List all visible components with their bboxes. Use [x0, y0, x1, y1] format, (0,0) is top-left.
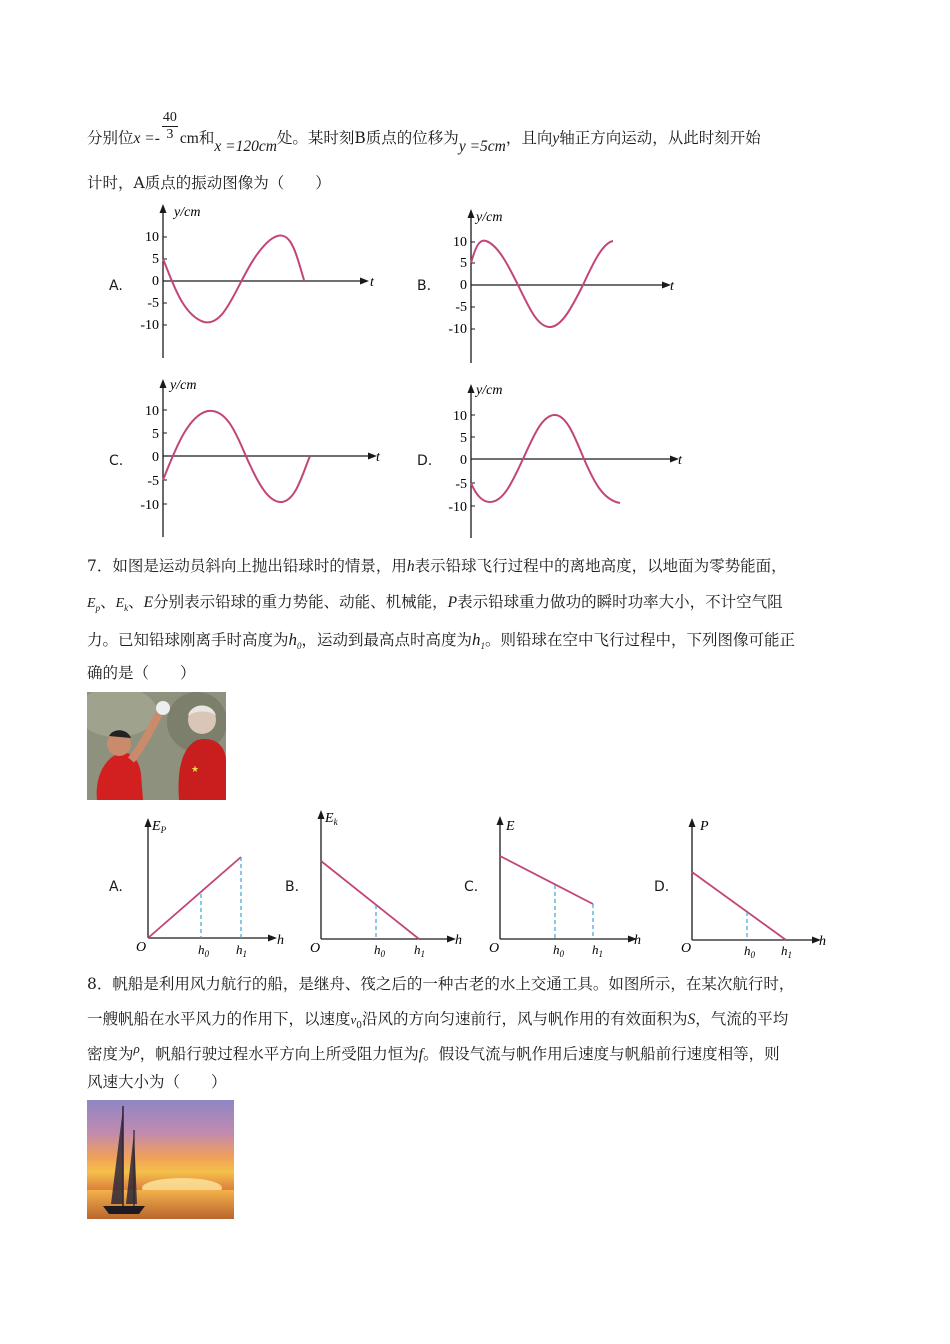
q7-graph-ek — [305, 804, 470, 960]
q7-text: 。则铅球在空中飞行过程中，下列图像可能正 — [485, 631, 796, 649]
q7-line3 — [87, 630, 795, 656]
svg-text:★: ★ — [191, 764, 200, 774]
tick-label: -5 — [147, 296, 159, 311]
h1-sub: 1 — [787, 950, 792, 960]
q8-s: S — [687, 1011, 696, 1028]
q6-graph-b — [438, 205, 698, 365]
fraction-den: 3 — [166, 126, 174, 142]
p-line — [692, 872, 786, 940]
origin-label: O — [310, 941, 321, 956]
q7-ek: E — [115, 596, 125, 611]
y-axis-label: y/cm — [476, 210, 503, 225]
h0-sub: 0 — [204, 949, 209, 959]
q7-e: E — [143, 594, 154, 611]
t-axis-label: t — [670, 279, 674, 294]
tick-label: -10 — [140, 498, 159, 513]
q8-f: f — [418, 1046, 424, 1063]
q6-text: 轴正方向运动，从此时刻开始 — [559, 129, 761, 147]
tick-label: 10 — [145, 230, 159, 245]
q8-line4: 风速大小为（ ） — [87, 1073, 227, 1091]
tick-label: -5 — [455, 300, 467, 315]
q7-ep-sub: p — [95, 603, 101, 614]
h0-sub: 0 — [559, 949, 564, 959]
q7-ep: E — [87, 596, 96, 611]
fraction-num: 40 — [162, 109, 177, 125]
h1-var: h — [236, 942, 243, 957]
q7-text: 7．如图是运动员斜向上抛出铅球时的情景，用 — [87, 557, 407, 575]
tick-label: 0 — [152, 450, 159, 465]
q7-h1: h — [472, 630, 481, 649]
q7-text: 分别表示铅球的重力势能、动能、机械能， — [153, 593, 448, 611]
h0-sub: 0 — [750, 950, 755, 960]
q8-v0-sub: 0 — [356, 1021, 363, 1032]
q7-sep: 、 — [128, 593, 144, 611]
q7-option-d: D. — [654, 879, 670, 895]
y-axis-label — [151, 819, 167, 835]
q7-line4: 确的是（ ） — [87, 664, 196, 682]
q6-option-d: D. — [417, 453, 433, 469]
shot-put-illustration — [87, 692, 226, 800]
q8-rho: ρ — [133, 1041, 140, 1056]
q6-unit: cm — [179, 130, 199, 147]
tick-label: 10 — [453, 409, 467, 424]
h1-var: h — [592, 942, 599, 957]
q8-text: 沿风的方向匀速前行，风与帆作用的有效面积为 — [362, 1010, 688, 1028]
q6-line1 — [87, 109, 761, 155]
y-var: E — [152, 819, 161, 834]
q7-text: 力。已知铅球刚离手时高度为 — [87, 631, 289, 649]
h0-var: h — [374, 942, 381, 957]
h1-sub: 1 — [598, 949, 603, 959]
q7-h0: h — [288, 630, 298, 649]
h1-sub: 1 — [242, 949, 247, 959]
h1-var: h — [414, 942, 421, 957]
y-axis-label — [699, 819, 709, 834]
tick-label: 0 — [460, 278, 467, 293]
q6-y: y — [552, 130, 560, 147]
q6-option-c: C. — [109, 453, 124, 469]
q8-v0: v — [350, 1012, 357, 1027]
q7-h: h — [406, 558, 415, 575]
y-axis-label — [324, 811, 339, 827]
ek-line — [321, 861, 419, 939]
sailboat-photo — [87, 1100, 234, 1219]
q8-text: 密度为 — [87, 1045, 134, 1063]
tick-label: -10 — [448, 500, 467, 515]
q6-option-a: A. — [109, 278, 123, 294]
q6-graph-c — [130, 375, 390, 540]
t-axis-label: t — [678, 453, 682, 468]
q6-x2: x =120cm — [214, 138, 277, 155]
h0-label — [553, 942, 565, 959]
tick-label: -5 — [455, 477, 467, 492]
tick-label: 10 — [145, 404, 159, 419]
q7-text: 表示铅球飞行过程中的离地高度，以地面为零势能面， — [414, 557, 787, 575]
q7-graph-ep — [132, 812, 292, 960]
tick-label: -5 — [147, 474, 159, 489]
q6-y5: y =5cm — [458, 138, 506, 155]
q8-text: 。假设气流与帆作用后速度与帆船前行速度相等，则 — [423, 1045, 780, 1063]
ep-line — [148, 857, 241, 938]
q7-line1 — [87, 556, 787, 577]
shot-put-photo — [87, 692, 226, 800]
q7-line2 — [87, 592, 783, 618]
wave-curve — [471, 241, 613, 327]
fraction — [162, 110, 178, 143]
y-axis-label: y/cm — [174, 205, 201, 220]
h0-var: h — [553, 942, 560, 957]
q8-line1: 8．帆船是利用风力航行的船，是继舟、筏之后的一种古老的水上交通工具。如图所示，在某次航行时， — [87, 975, 795, 993]
h1-var: h — [781, 943, 788, 958]
q6-option-b: B. — [417, 278, 432, 294]
origin-label: O — [681, 941, 692, 956]
q7-h0-sub: 0 — [297, 641, 302, 652]
h-axis-label: h — [634, 933, 641, 948]
q7-p: P — [447, 594, 458, 611]
h-axis-label: h — [277, 933, 284, 948]
h-axis-label: h — [455, 933, 462, 948]
sailboat-illustration — [87, 1100, 234, 1219]
tick-label: -10 — [140, 318, 159, 333]
tick-label: -10 — [448, 322, 467, 337]
y-axis-label — [505, 819, 515, 834]
h1-label — [781, 943, 792, 960]
q6-graph-a — [130, 200, 390, 360]
q6-text: ，且向 — [505, 129, 553, 147]
tick-label: 5 — [152, 427, 159, 442]
h-axis-label: h — [819, 934, 826, 949]
q7-text: 表示铅球重力做功的瞬时功率大小，不计空气阻 — [457, 593, 783, 611]
tick-label: 0 — [152, 274, 159, 289]
h0-var: h — [198, 942, 205, 957]
t-axis-label: t — [376, 450, 380, 465]
h0-sub: 0 — [380, 949, 385, 959]
tick-label: 5 — [460, 256, 467, 271]
origin-label: O — [489, 941, 500, 956]
h1-label — [414, 942, 425, 959]
tick-label: 5 — [152, 252, 159, 267]
q7-option-a: A. — [109, 879, 123, 895]
y-sub: k — [333, 817, 338, 827]
e-line — [500, 856, 593, 904]
y-axis-label: y/cm — [476, 383, 503, 398]
q7-graph-p — [676, 812, 841, 960]
h1-label — [236, 942, 247, 959]
q7-ek-sub: k — [124, 603, 129, 614]
q8-text: ，帆船行驶过程水平方向上所受阻力恒为 — [139, 1045, 419, 1063]
q8-text: ，气流的平均 — [695, 1010, 789, 1028]
q7-graph-e — [484, 810, 649, 960]
wave-curve — [163, 236, 304, 323]
h0-label — [198, 942, 210, 959]
y-var: E — [325, 811, 334, 826]
q6-text: 分别位 — [87, 129, 134, 147]
h1-sub: 1 — [420, 949, 425, 959]
h0-label — [744, 943, 756, 960]
q7-option-b: B. — [285, 879, 300, 895]
q6-text: 处。某时刻B质点的位移为 — [276, 129, 459, 147]
q6-line2: 计时，A质点的振动图像为（ ） — [87, 174, 331, 192]
y-var: P — [700, 819, 709, 834]
q6-x-eq: x =- — [133, 130, 160, 147]
tick-label: 0 — [460, 453, 467, 468]
q8-text: 一艘帆船在水平风力的作用下，以速度 — [87, 1010, 351, 1028]
t-axis-label: t — [370, 275, 374, 290]
h0-label — [374, 942, 386, 959]
tick-label: 5 — [460, 431, 467, 446]
origin-label: O — [136, 940, 147, 955]
tick-label: 10 — [453, 235, 467, 250]
y-var: E — [506, 819, 515, 834]
h1-label — [592, 942, 603, 959]
q8-line2 — [87, 1009, 788, 1036]
q7-text: ，运动到最高点时高度为 — [301, 631, 473, 649]
q7-option-c: C. — [464, 879, 479, 895]
q7-sep: 、 — [100, 593, 116, 611]
y-axis-label: y/cm — [170, 378, 197, 393]
q6-text: 和 — [198, 129, 215, 147]
y-sub: P — [160, 825, 167, 835]
q6-graph-d — [438, 380, 698, 540]
q7-h1-sub: 1 — [480, 641, 486, 652]
h0-var: h — [744, 943, 751, 958]
q8-line3 — [87, 1041, 780, 1065]
